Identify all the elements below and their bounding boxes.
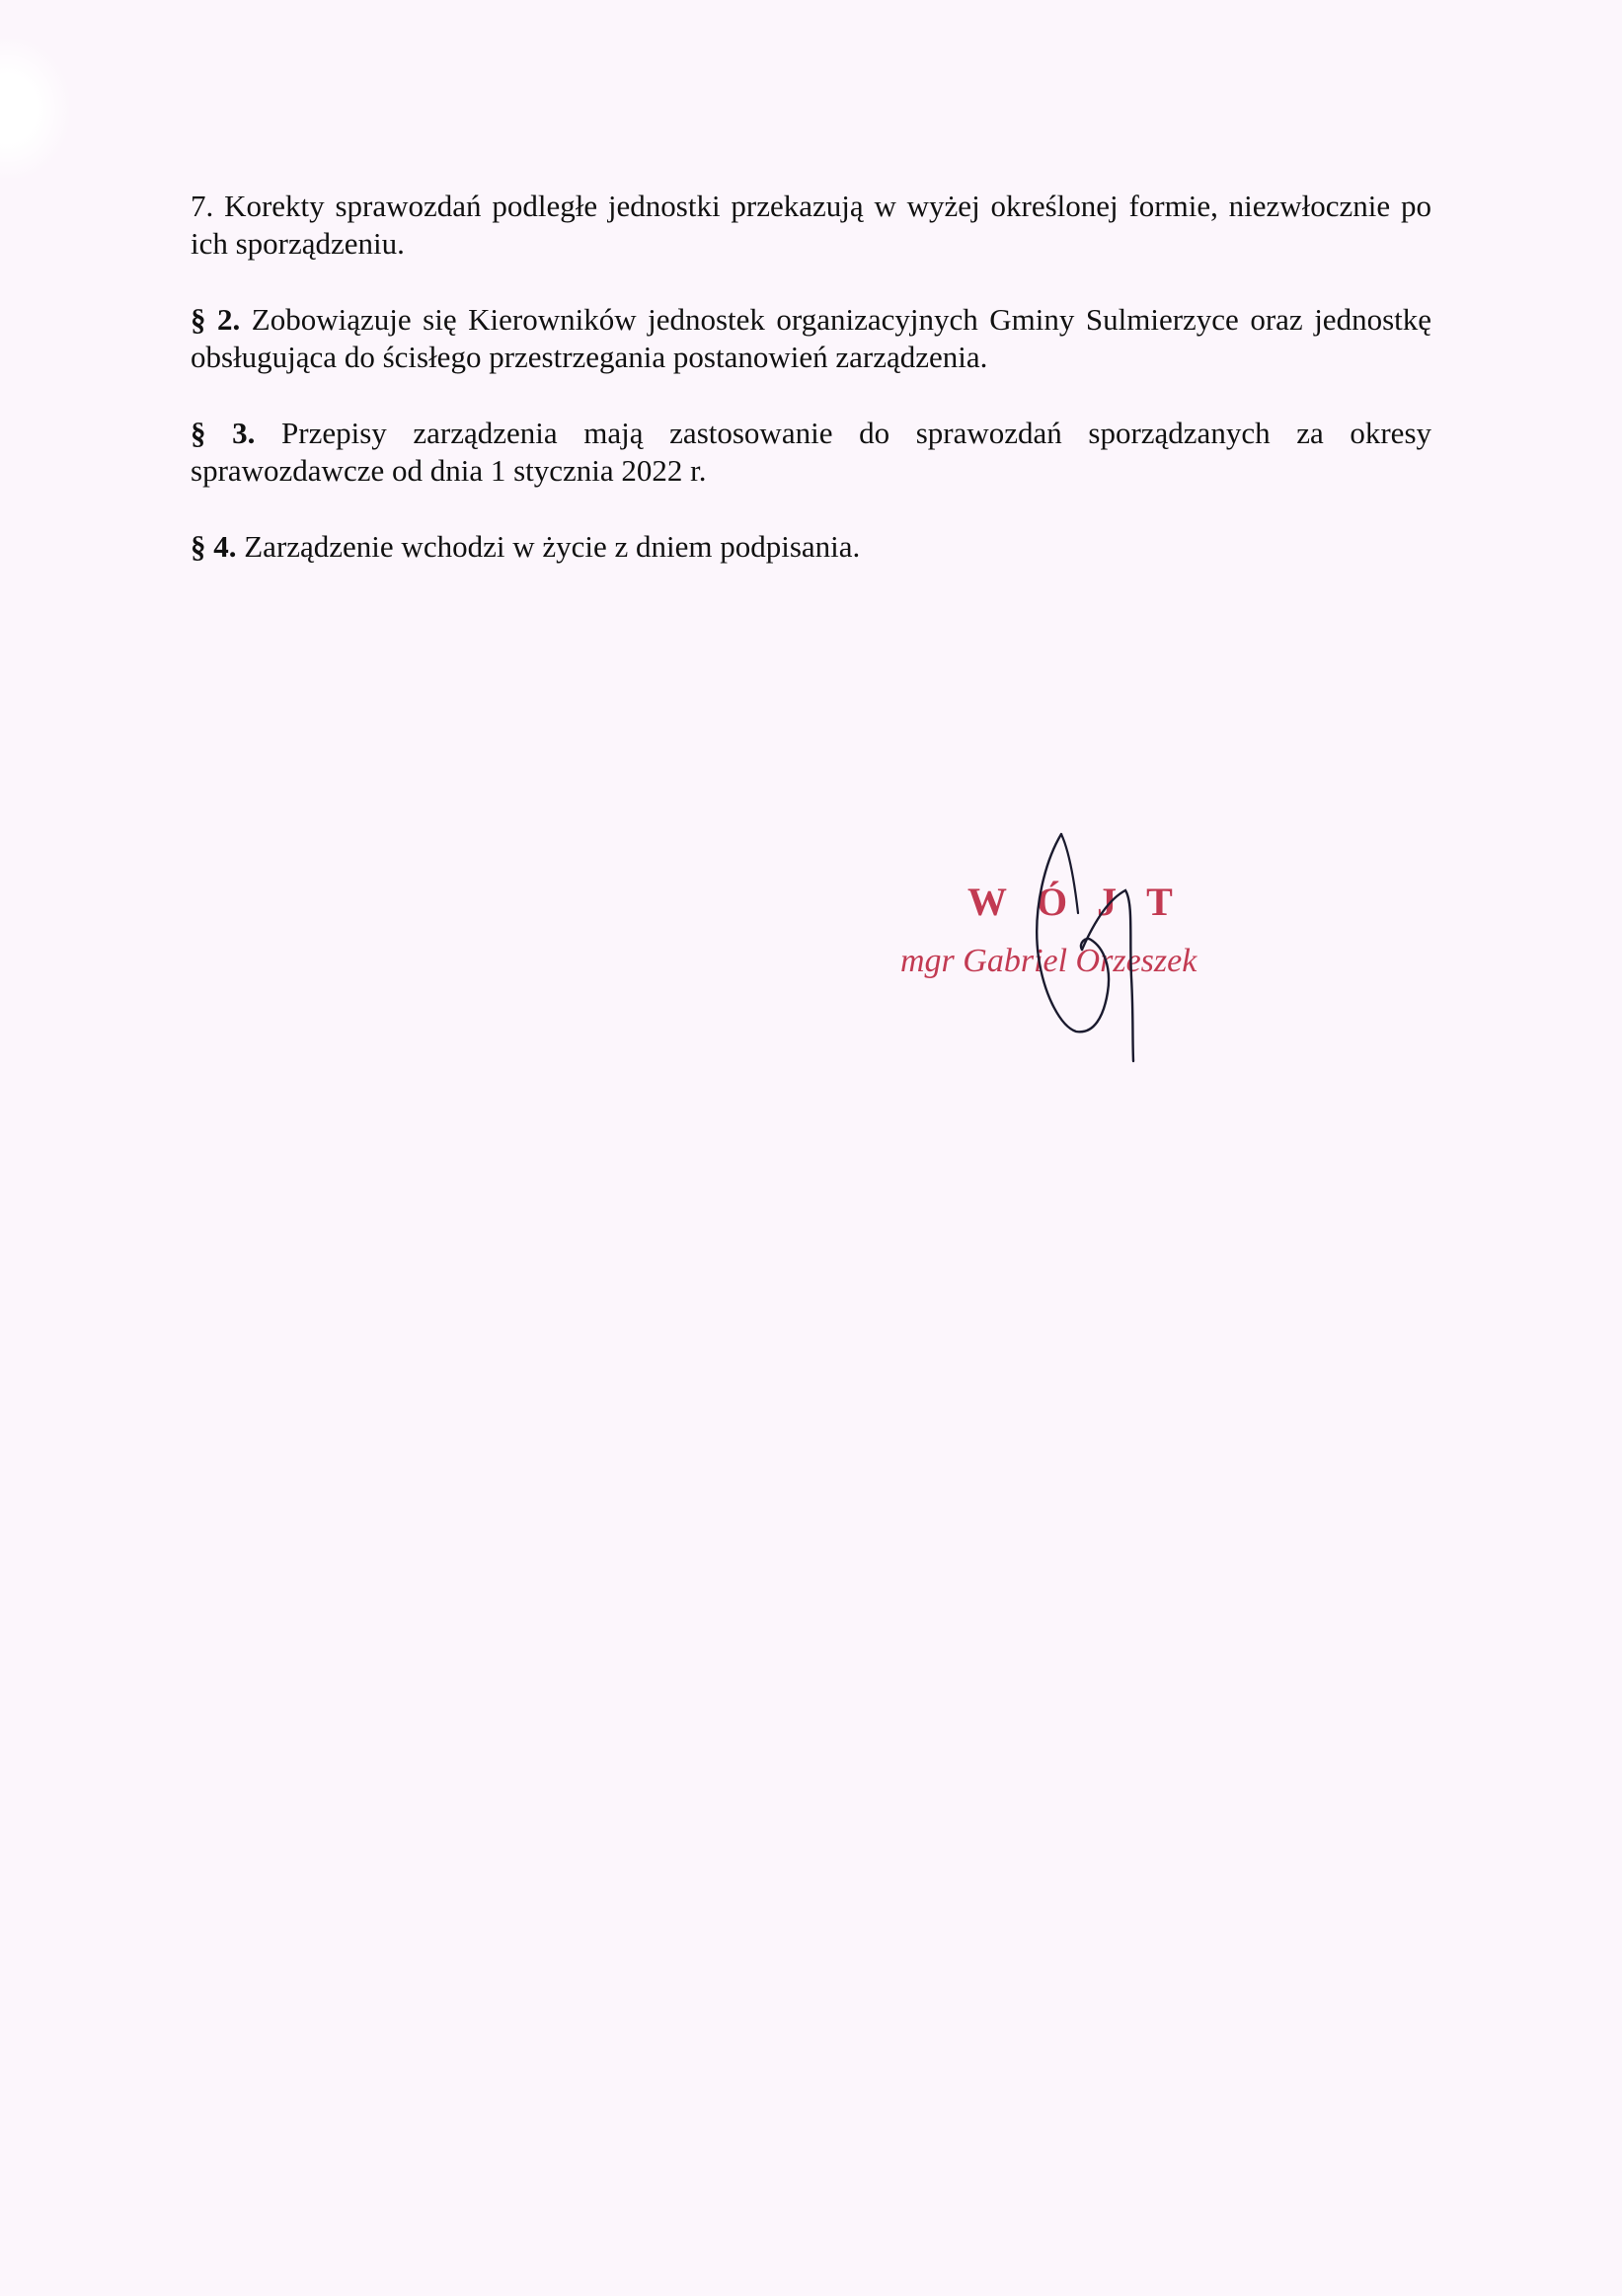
paragraph-text: Zobowiązuje się Kierowników jednostek organizacyjnych Gminy Sulmierzyce oraz jednostkę obsługująca do ścisłego przestrzegania postanowień zarządzenia. <box>191 302 1432 374</box>
stamp-title: WÓJT <box>967 880 1202 924</box>
paragraph-text: 7. Korekty sprawozdań podległe jednostki przekazują w wyżej określonej formie, niezwłocznie po ich sporządzeniu. <box>191 189 1431 261</box>
document-body <box>191 188 1431 604</box>
paragraph-section-4 <box>191 528 1431 566</box>
stamp-name: mgr Gabriel Orzeszek <box>900 943 1197 979</box>
handwritten-signature <box>1017 829 1175 1066</box>
scan-artifact <box>0 39 69 178</box>
paragraph-7 <box>191 188 1431 263</box>
paragraph-section-2 <box>191 301 1431 376</box>
paragraph-label: § 4. <box>191 529 237 564</box>
paragraph-label: § 3. <box>191 416 256 450</box>
paragraph-label: § 2. <box>191 302 241 337</box>
paragraph-text: Przepisy zarządzenia mają zastosowanie do sprawozdań sporządzanych za okresy sprawozdawcze od dnia 1 stycznia 2022 r. <box>191 416 1432 488</box>
paragraph-text: Zarządzenie wchodzi w życie z dniem podpisania. <box>236 529 861 564</box>
paragraph-section-3 <box>191 415 1431 490</box>
